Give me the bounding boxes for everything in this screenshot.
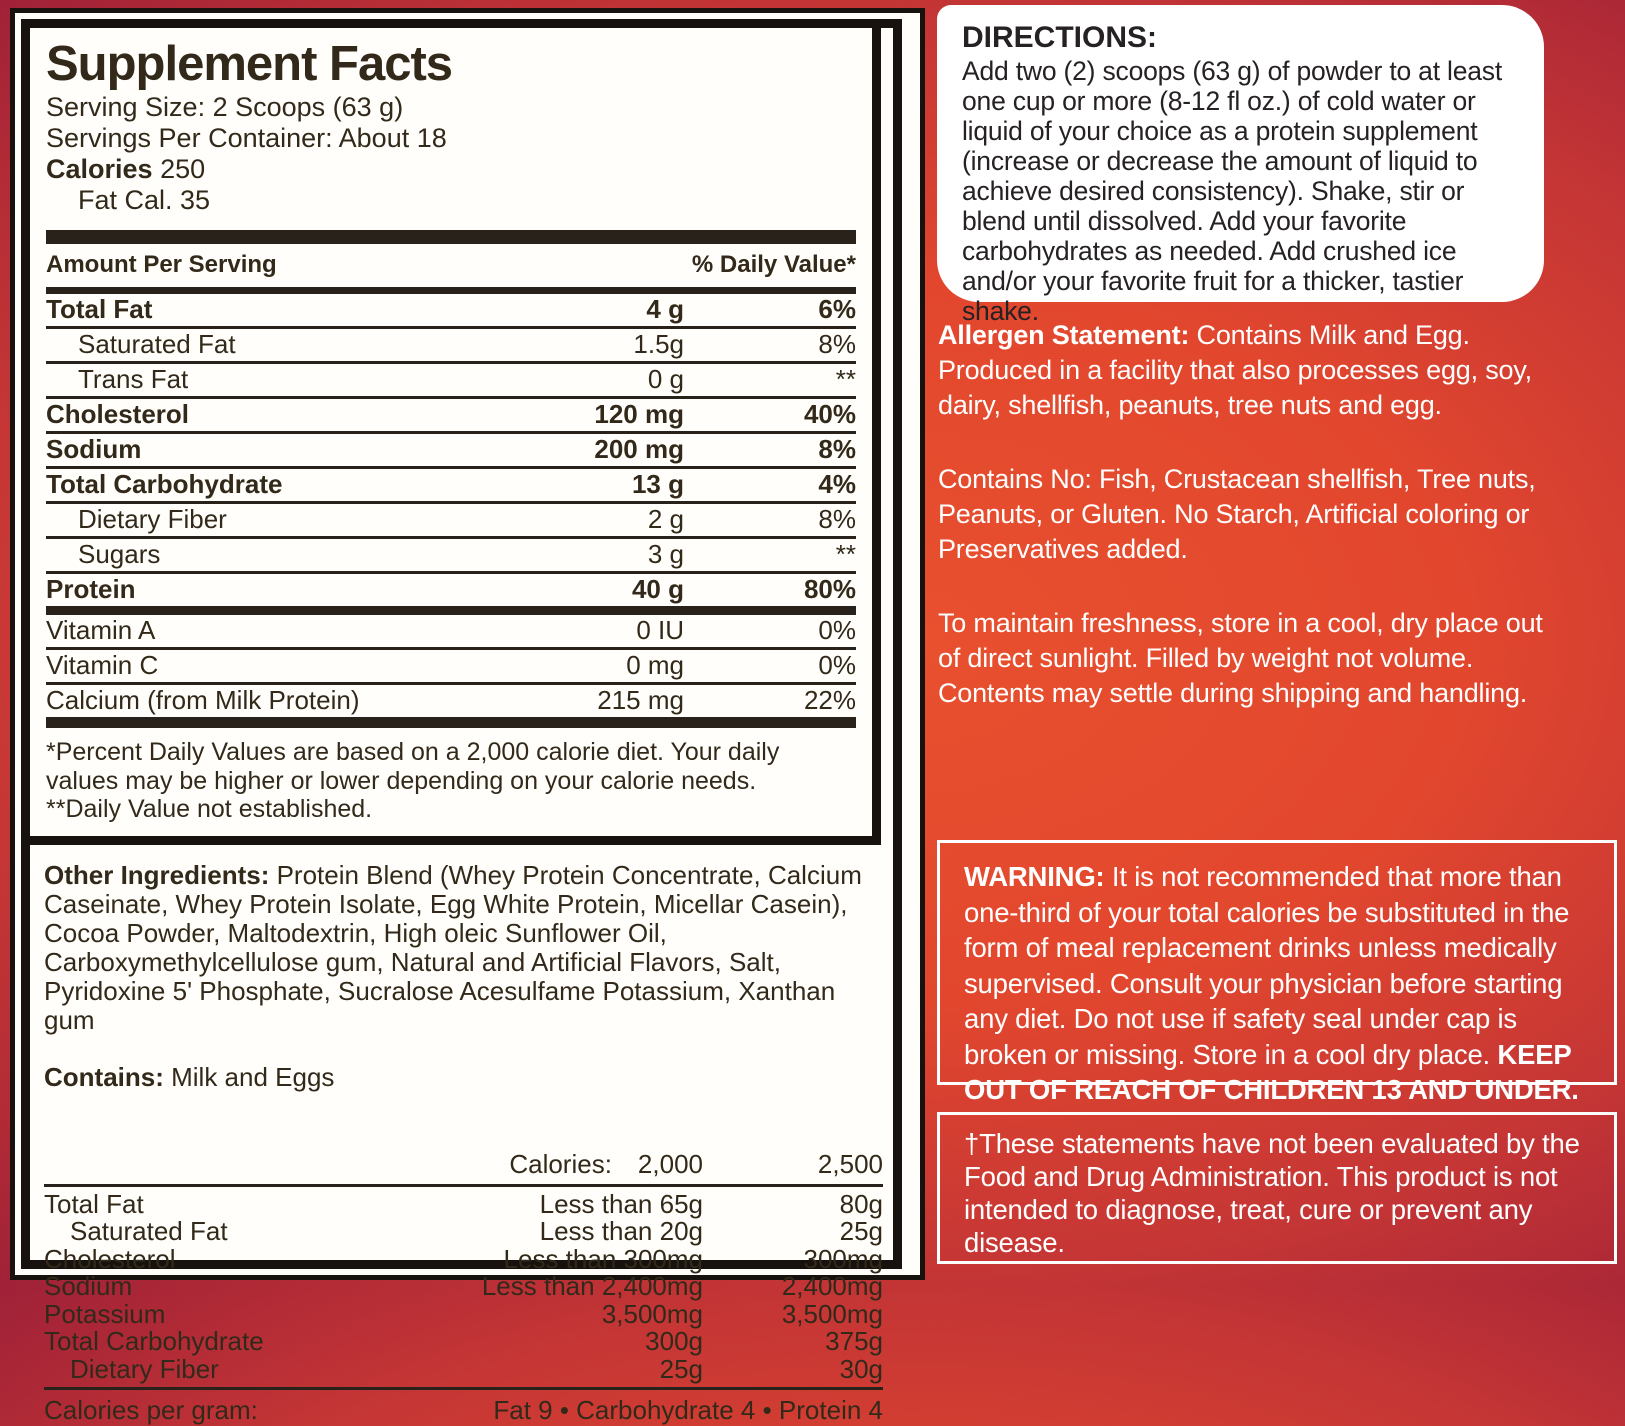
- contains-label: Contains:: [44, 1062, 164, 1092]
- other-ingredients: [44, 861, 883, 1035]
- panel-frame: [21, 19, 902, 1269]
- calories-value: 250: [160, 154, 205, 184]
- nutrient-row-total-carbohydrate: Total Carbohydrate 13 g 4%: [46, 469, 856, 504]
- calories-2000-header: 2,000: [638, 1149, 703, 1180]
- calories-per-gram-value: Fat 9 • Carbohydrate 4 • Protein 4: [493, 1395, 883, 1426]
- calories-header-label: Calories:: [509, 1149, 612, 1180]
- nutrient-row-saturated-fat: Saturated Fat 1.5g 8%: [46, 329, 856, 364]
- allergen-statement-text: Contains Milk and Egg. Produced in a facility that also processes egg, soy, dairy, shellfish, peanuts, tree nuts and egg.: [938, 320, 1532, 420]
- allergen-statement-label: Allergen Statement:: [938, 320, 1189, 350]
- ref-row-total-carbohydrate: Total Carbohydrate 300g 375g: [44, 1328, 883, 1356]
- servings-per-container: Servings Per Container: About 18: [46, 123, 856, 154]
- fat-cal-line: Fat Cal. 35: [46, 185, 856, 216]
- directions-title: DIRECTIONS:: [962, 19, 1524, 56]
- other-ingredients-label: Other Ingredients:: [44, 860, 269, 890]
- directions-box: [937, 5, 1544, 302]
- ref-row-cholesterol: Cholesterol Less than 300mg 300mg: [44, 1246, 883, 1274]
- nutrient-row-calcium: Calcium (from Milk Protein) 215 mg 22%: [46, 685, 856, 717]
- footnotes: [46, 728, 856, 824]
- calories-line: [46, 154, 856, 185]
- divider-thick: [46, 717, 856, 728]
- nutrient-row-protein: Protein 40 g 80%: [46, 574, 856, 606]
- reference-table-header: [44, 1149, 883, 1184]
- fda-disclaimer-text: †These statements have not been evaluated by the Food and Drug Administration. This product is not intended to diagnose, treat, cure or prevent any disease.: [964, 1128, 1580, 1258]
- nutrient-row-total-fat: Total Fat 4 g 6%: [46, 294, 856, 329]
- fda-disclaimer-box: [937, 1112, 1617, 1264]
- right-column-statements: [938, 318, 1556, 750]
- amount-per-serving-header: Amount Per Serving: [46, 251, 277, 279]
- warning-label: WARNING:: [964, 861, 1104, 892]
- ref-row-saturated-fat: Saturated Fat Less than 20g 25g: [44, 1218, 883, 1246]
- divider-medium: [46, 606, 856, 615]
- directions-body: Add two (2) scoops (63 g) of powder to at least one cup or more (8-12 fl oz.) of cold water or liquid of your choice as a protein supplement (increase or decrease the amount of liquid to achieve desired consistency). Shake, stir or blend until dissolved. Add your favorite carbohydrates as needed. Add crushed ice and/or your favorite fruit for a thicker, tastier shake.: [962, 56, 1524, 326]
- warning-text: It is not recommended that more than one-third of your total calories be substituted in the form of meal replacement drinks unless medically supervised. Consult your physician before starting any diet. Do not use if safety seal under cap is broken or missing. Store in a cool dry place.: [964, 861, 1569, 1070]
- footnote-not-established: **Daily Value not established.: [46, 795, 856, 824]
- serving-size: Serving Size: 2 Scoops (63 g): [46, 92, 856, 123]
- ingredients-section: [30, 845, 893, 1426]
- ref-row-potassium: Potassium 3,500mg 3,500mg: [44, 1301, 883, 1329]
- nutrient-row-vitamin-a: Vitamin A 0 IU 0%: [46, 615, 856, 650]
- divider-line: [44, 1184, 883, 1187]
- calories-per-gram-row: [44, 1387, 883, 1426]
- calories-2500-header: 2,500: [703, 1149, 883, 1180]
- contains-statement: [44, 1062, 883, 1093]
- warning-emphasis: KEEP OUT OF REACH OF CHILDREN 13 AND UNDER.: [964, 1039, 1579, 1106]
- nutrient-row-sugars: Sugars 3 g **: [46, 539, 856, 574]
- supplement-facts-title: Supplement Facts: [46, 36, 856, 92]
- supplement-facts-box: [30, 28, 881, 845]
- nutrient-row-cholesterol: Cholesterol 120 mg 40%: [46, 399, 856, 434]
- facts-table-header: [46, 244, 856, 287]
- contains-text: Milk and Eggs: [164, 1062, 335, 1092]
- supplement-facts-panel: [10, 8, 925, 1280]
- divider-thick: [46, 230, 856, 244]
- divider-medium: [46, 287, 856, 294]
- other-ingredients-text: Protein Blend (Whey Protein Concentrate, Calcium Caseinate, Whey Protein Isolate, Egg White Protein, Micellar Casein), Cocoa Powder, Maltodextrin, High oleic Sunflower Oil, Carboxymethylcellulose gum, Natural and Artificial Flavors, Salt, Pyridoxine 5' Phosphate, Sucralose Acesulfame Potassium, Xanthan gum: [44, 860, 862, 1035]
- warning-box: [937, 840, 1617, 1085]
- nutrient-row-vitamin-c: Vitamin C 0 mg 0%: [46, 650, 856, 685]
- ref-row-dietary-fiber: Dietary Fiber 25g 30g: [44, 1356, 883, 1384]
- nutrient-row-trans-fat: Trans Fat 0 g **: [46, 364, 856, 399]
- contains-no-statement: Contains No: Fish, Crustacean shellfish, Tree nuts, Peanuts, or Gluten. No Starch, Artificial coloring or Preservatives added.: [938, 462, 1556, 567]
- nutrient-row-dietary-fiber: Dietary Fiber 2 g 8%: [46, 504, 856, 539]
- daily-value-header: % Daily Value*: [692, 251, 856, 279]
- allergen-statement: [938, 318, 1556, 423]
- calories-per-gram-label: Calories per gram:: [44, 1395, 493, 1426]
- nutrient-row-sodium: Sodium 200 mg 8%: [46, 434, 856, 469]
- daily-values-reference-table: [44, 1149, 883, 1426]
- ref-row-total-fat: Total Fat Less than 65g 80g: [44, 1191, 883, 1219]
- footnote-daily-values: *Percent Daily Values are based on a 2,000 calorie diet. Your daily values may be higher or lower depending on your calorie needs.: [46, 738, 856, 795]
- freshness-statement: To maintain freshness, store in a cool, dry place out of direct sunlight. Filled by weight not volume. Contents may settle during shipping and handling.: [938, 606, 1556, 711]
- calories-label: Calories: [46, 154, 153, 184]
- ref-row-sodium: Sodium Less than 2,400mg 2,400mg: [44, 1273, 883, 1301]
